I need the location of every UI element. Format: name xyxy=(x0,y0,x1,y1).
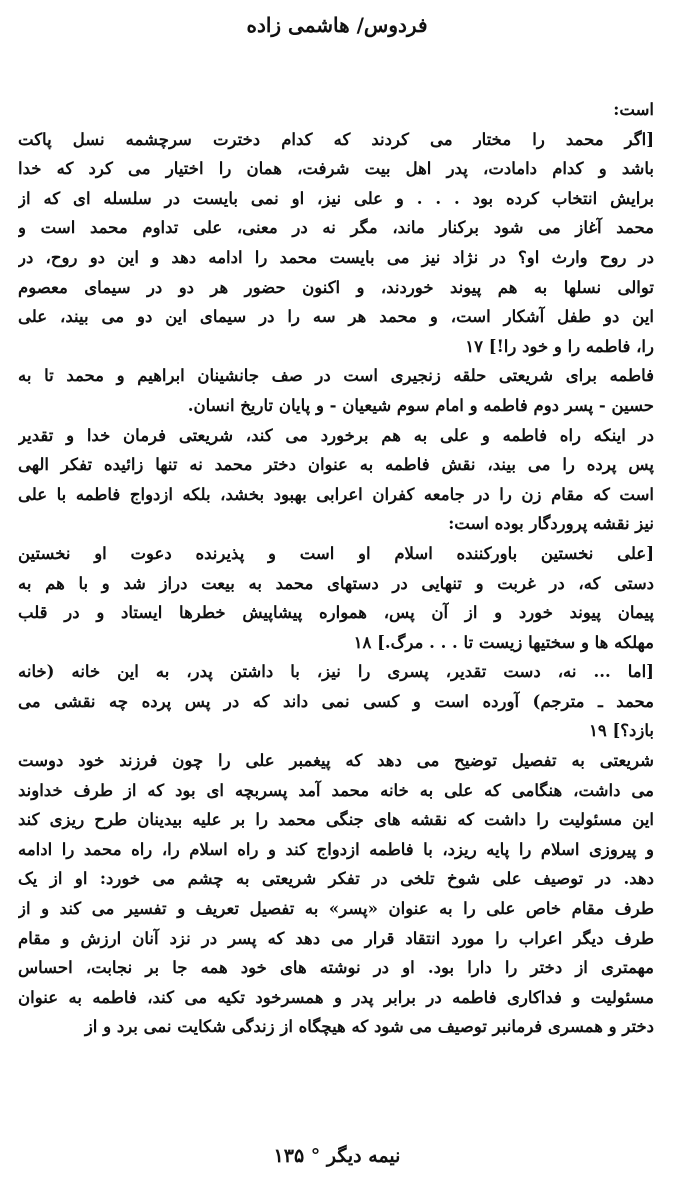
page-footer: نیمه دیگر ° ۱۳۵ xyxy=(273,1145,401,1167)
paragraph xyxy=(18,421,654,539)
text-line: مهمتری از دختر را دارا بود. او در نوشته های خود همه جا بر نجابت، احساس xyxy=(18,958,654,978)
text-line: مهلکه ها و سختیها زیست تا . . . مرگ.] ۱۸ xyxy=(353,632,654,652)
paragraph xyxy=(18,746,654,1042)
text-line: پس پرده را می بیند، نقش فاطمه به عنوان دختر محمد نه تنها زائیده تفکر الهی xyxy=(18,455,654,475)
text-line: [اما ... نه، دست تقدیر، پسری را نیز، با داشتن پدر، به این خانه (خانه xyxy=(18,662,654,682)
text-line: [علی نخستین باورکننده اسلام او است و پذیرنده دعوت او نخستین xyxy=(18,543,654,563)
text-line: پیمان پیوند خورد و از آن پس، همواره پیشاپیش خطرها ایستاد و در قلب xyxy=(18,603,654,623)
text-line: [اگر محمد را مختار می کردند که کدام دخترت سرچشمه نسل پاکت xyxy=(18,129,654,149)
text-line: این مسئولیت را داشت که نقشه های جنگی محمد را بر علیه بیدینان طرح ریزی کند xyxy=(18,810,654,830)
body-text xyxy=(18,95,654,1042)
text-line: نیز نقشه پروردگار بوده است: xyxy=(448,514,654,534)
text-line: است که مقام زن را در جامعه کفران اعرابی بهبود بخشد، بلکه ازدواج فاطمه با علی xyxy=(18,484,654,504)
text-line: محمد آغاز می شود برکنار ماند، مگر نه در معنی، علی تداوم محمد است و xyxy=(18,218,654,238)
text-line: و پیروزی اسلام را پایه ریزد، با فاطمه ازدواج کند و راه اسلام را، راه محمد را ادامه xyxy=(18,839,654,859)
text-line: است: xyxy=(613,100,654,119)
text-line: را، فاطمه را و خود را!] ۱۷ xyxy=(465,336,654,356)
text-line: بازد؟] ۱۹ xyxy=(589,721,654,741)
text-line: در روح وارث او؟ در نژاد نیز می بایست محمد را ادامه دهد و این دو روح، در xyxy=(18,247,654,267)
text-line: محمد ـ مترجم) آورده است و کسی نمی داند که در پس پرده چه نقشی می xyxy=(18,691,654,711)
paragraph xyxy=(18,95,654,125)
text-line: دهد. در توصیف علی شوخ تلخی در تفکر شریعتی به چشم می خورد: او از یک xyxy=(18,869,654,889)
text-line: توالی نسلها به هم پیوند خوردند، و اکنون حضور هر دو در سیمای معصوم xyxy=(18,277,654,297)
text-line: مسئولیت و فداکاری فاطمه در برابر پدر و همسرخود تکیه می کند، فاطمه به عنوان xyxy=(18,987,654,1007)
text-line: برایش انتخاب کرده بود . . . و علی نیز، او نمی بایست در سلسله ای که از xyxy=(18,188,654,208)
paragraph xyxy=(18,657,654,746)
text-line: باشد و کدام دامادت، پدر اهل بیت شرفت، همان را اختیار می کرد که خدا xyxy=(18,159,654,179)
text-line: شریعتی به تفصیل توضیح می دهد که پیغمبر علی را چون فرزند خود دوست xyxy=(18,751,654,771)
text-line: طرف مقام خاص علی را به عنوان «پسر» به تفصیل تعریف و تفسیر می کند و از xyxy=(18,899,654,919)
text-line: حسین - پسر دوم فاطمه و امام سوم شیعیان - و پایان تاریخ انسان. xyxy=(187,395,654,415)
text-line: دستی که، در غربت و تنهایی در دستهای محمد به بیعت دراز شد و با هم به xyxy=(18,573,654,593)
text-line: در اینکه راه فاطمه و علی به هم برخورد می کند، شریعتی فرمان خدا و تقدیر xyxy=(18,425,654,445)
paragraph xyxy=(18,361,654,420)
text-line: دختر و همسری فرمانبر توصیف می شود که هیچگاه از زندگی شکایت نمی برد و از xyxy=(84,1017,654,1037)
text-line: این دو طفل آشکار است، و محمد هر سه را در سیمای این دو می بیند، علی xyxy=(18,307,654,327)
paragraph xyxy=(18,125,654,362)
text-line: فاطمه برای شریعتی حلقه زنجیری است در صف جانشینان ابراهیم و محمد تا به xyxy=(18,366,654,386)
text-line: می داشت، هنگامی که علی به خانه محمد آمد پسربچه ای بود که از طرف خداوند xyxy=(18,780,654,800)
running-header: فردوس/ هاشمی زاده xyxy=(246,13,428,37)
text-line: طرف دیگر اعراب را مورد انتقاد قرار می دهد که پسر در نزد آنان ارزش و مقام xyxy=(18,928,654,948)
paragraph xyxy=(18,539,654,657)
